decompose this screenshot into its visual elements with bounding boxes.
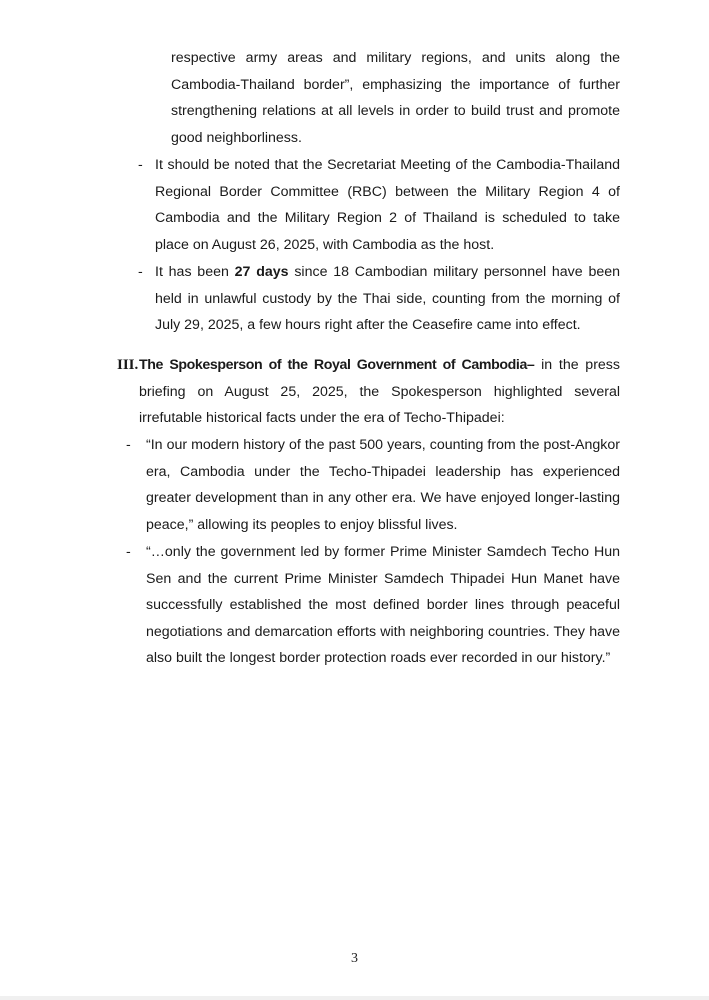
page-number: 3 [351,951,358,966]
days-count-highlight: 27 days [234,264,289,280]
page-bottom-edge [0,996,709,1000]
bullet-text-after: since 18 Cambodian military personnel have been held in unlawful custody by the Thai side, counting from the morning of July 29, 2025, a few hours right after the Ceasefire came into effect. [155,264,621,334]
bullet-marker: - [138,157,143,173]
section-iii-intro: in the press briefing on August 25, 2025, the Spokesperson highlighted several irrefutable historical facts under the era of Techo-Thipadei: [139,357,620,427]
bullet-marker: - [126,544,131,560]
quote-border-lines: “…only the government led by former Prime Minister Samdech Techo Hun Sen and the current Prime Minister Samdech Thipadei Hun Manet have successfully established the most defined border lines through peaceful negotiations and demarcation efforts with neighboring countries. They have also built the longest border protection roads ever recorded in our history.” [146,544,620,667]
continuation-paragraph: respective army areas and military regions, and units along the Cambodia-Thailand border”, emphasizing the importance of further strengthening relations at all levels in order to build trust and promote good neighborliness. [171,50,620,146]
bullet-detention-days [155,259,620,339]
bullet-marker: - [138,264,143,280]
section-iii-heading [139,352,620,432]
section-iii-title: The Spokesperson of the Royal Government of Cambodia– [139,357,535,373]
bullet-marker: - [126,437,131,453]
bullet-rbc-meeting: It should be noted that the Secretariat Meeting of the Cambodia-Thailand Regional Border Committee (RBC) between the Military Region 4 of Cambodia and the Military Region 2 of Thailand is scheduled to take place on August 26, 2025, with Cambodia as the host. [155,157,620,253]
section-numeral: III. [117,357,139,373]
quote-modern-history: “In our modern history of the past 500 years, counting from the post-Angkor era, Cambodia under the Techo-Thipadei leadership has experienced greater development than in any other era. We have enjoyed longer-lasting peace,” allowing its peoples to enjoy blissful lives. [146,437,620,533]
bullet-text-before: It has been [155,264,235,280]
